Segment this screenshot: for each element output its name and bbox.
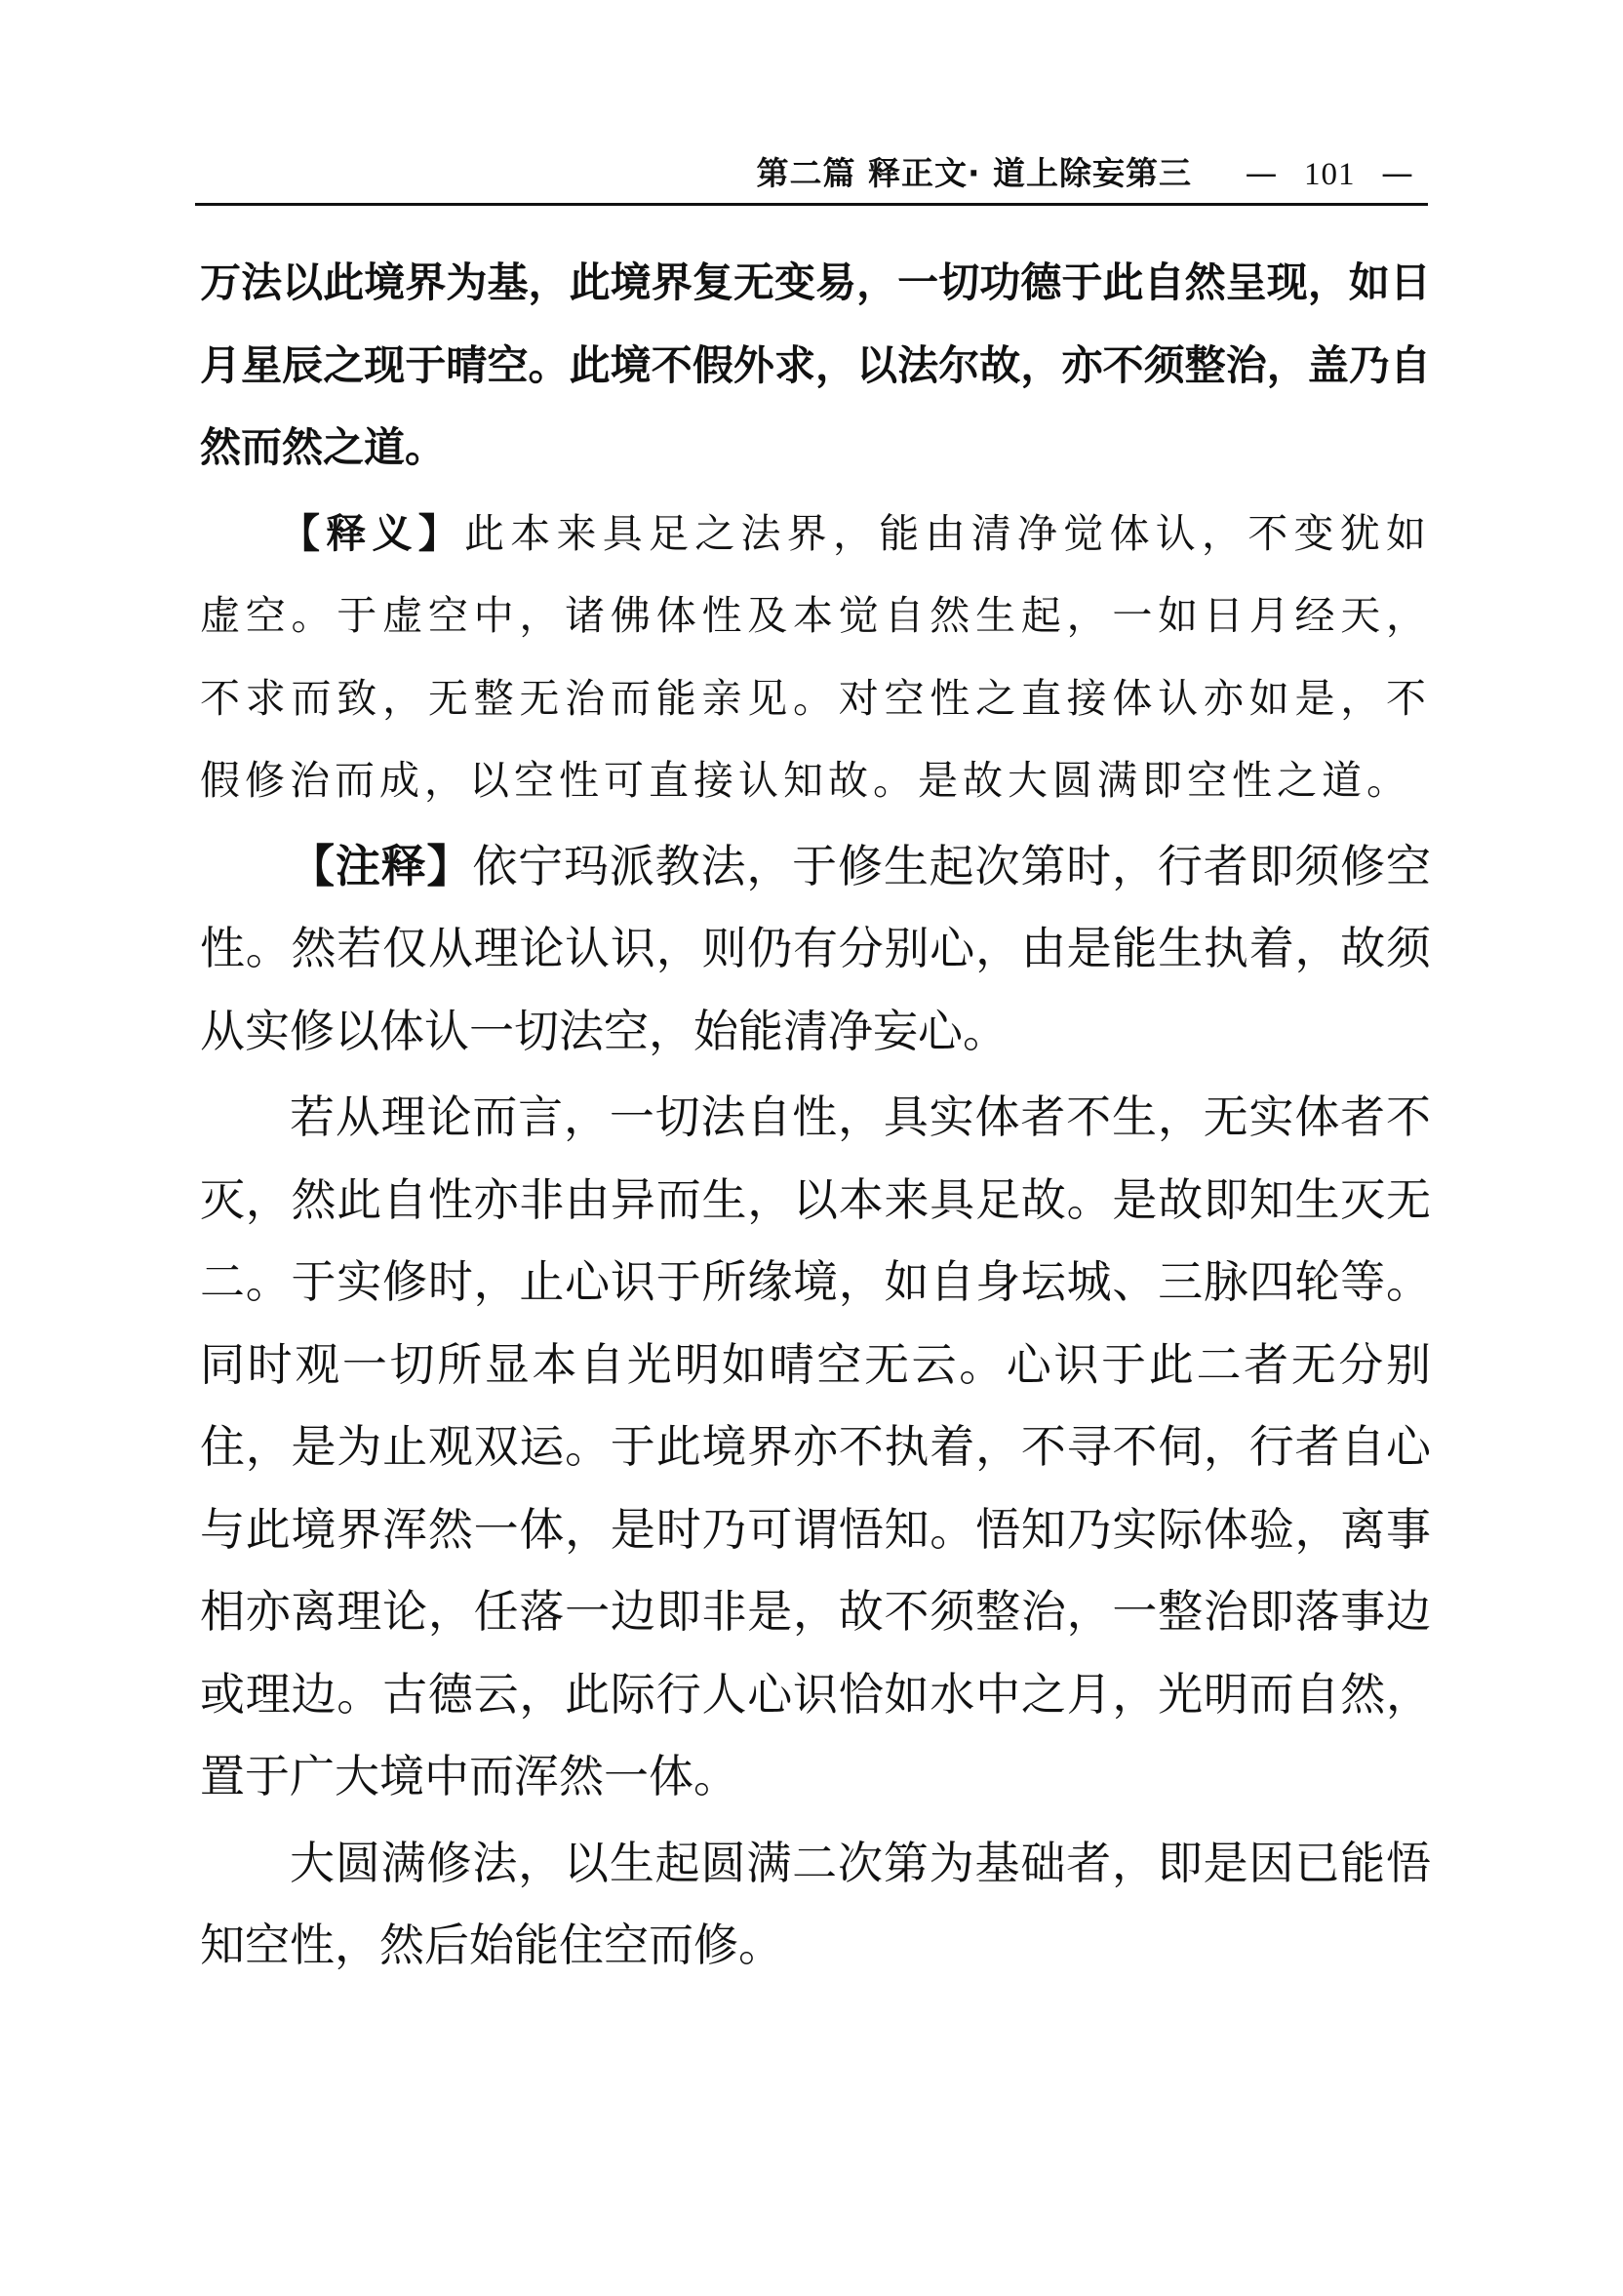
running-header (195, 152, 1428, 206)
explanation-text: 此本来具足之法界，能由清净觉体认，不变犹如虚空。于虚空中，诸佛体性及本觉自然生起，一如日月经天，不求而致，无整无治而能亲见。对空性之直接体认亦如是，不假修治而成，以空性可直接认知故。是故大圆满即空性之道。 (200, 509, 1431, 804)
header-title: 释正文· 道上除妄第三 (867, 154, 1192, 192)
explanation-paragraph (200, 493, 1431, 822)
explanation-label: 【释义】 (280, 509, 464, 557)
header-chapter: 第二篇 (756, 154, 856, 192)
annotation-paragraph (200, 825, 1431, 1073)
annotation-label: 【注释】 (290, 839, 473, 892)
annotation-text: 依宁玛派教法，于修生起次第时，行者即须修空性。然若仅从理论认识，则仍有分别心，由是能生执着，故须从实修以体认一切法空，始能清净妄心。 (200, 839, 1432, 1057)
page-number: 101 (1304, 157, 1356, 192)
body-paragraph-practice: 大圆满修法，以生起圆满二次第为基础者，即是因已能悟知空性，然后始能住空而修。 (200, 1836, 1431, 1971)
header-dash-right: — (1381, 154, 1414, 192)
header-dash-left: — (1245, 154, 1279, 192)
header-text (756, 152, 1428, 196)
body-paragraph-theory: 若从理论而言，一切法自性，具实体者不生，无实体者不灭，然此自性亦非由异而生，以本来具足故。是故即知生灭无二。于实修时，止心识于所缘境，如自身坛城、三脉四轮等。同时观一切所显本自光明如晴空无云。心识于此二者无分别住，是为止观双运。于此境界亦不执着，不寻不伺，行者自心与此境界浑然一体，是时乃可谓悟知。悟知乃实际体验，离事相亦离理论，任落一边即非是，故不须整治，一整治即落事边或理边。古德云，此际行人心识恰如水中之月，光明而自然，置于广大境中而浑然一体。 (200, 1090, 1431, 1802)
page-body (200, 242, 1431, 1991)
verse-paragraph: 万法以此境界为基，此境界复无变易，一切功德于此自然呈现，如日月星辰之现于晴空。此境不假外求，以法尔故，亦不须整治，盖乃自然而然之道。 (200, 258, 1431, 471)
